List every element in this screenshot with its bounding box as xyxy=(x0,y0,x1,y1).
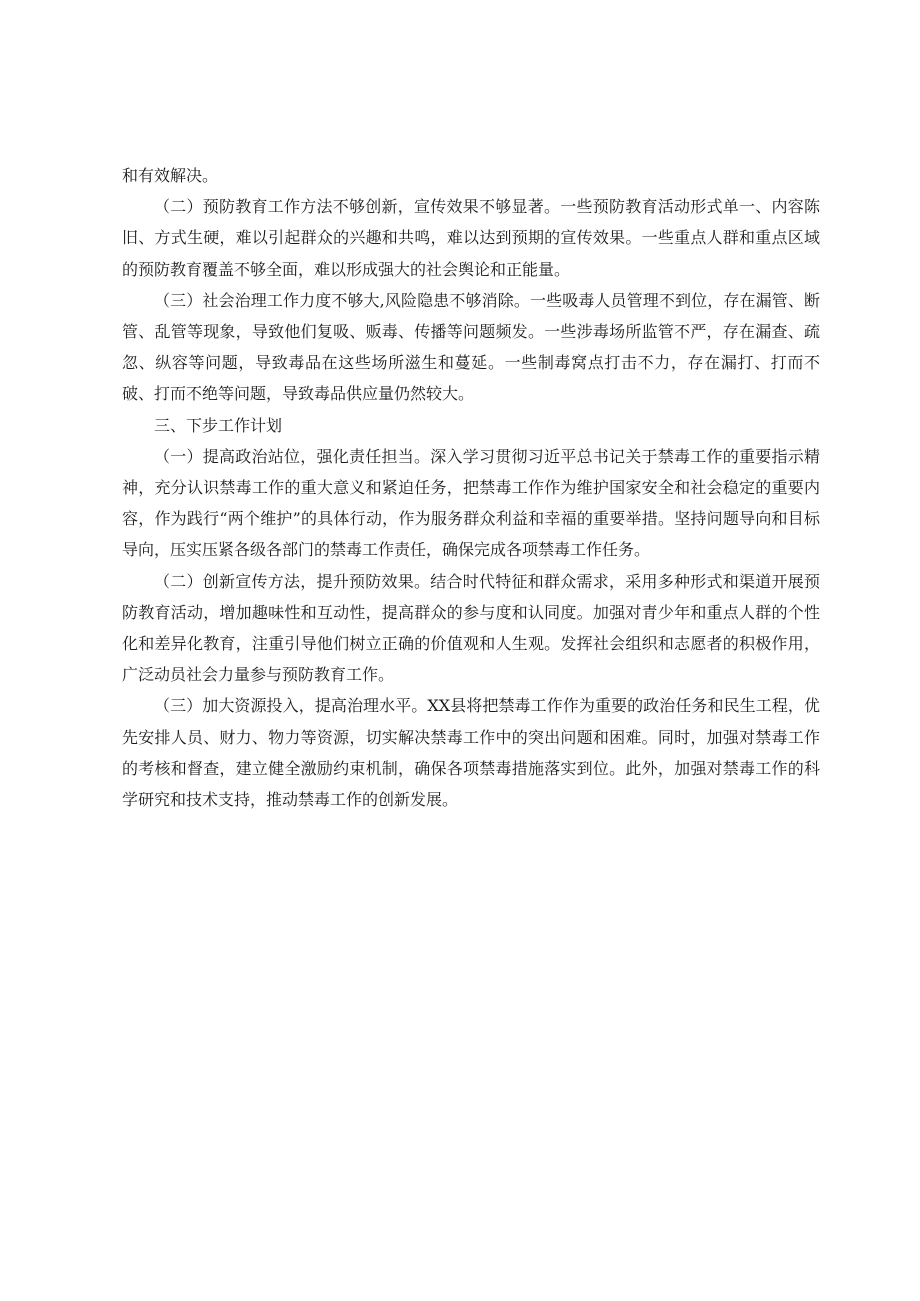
paragraph-publicity-methods: （二）创新宣传方法，提升预防效果。结合时代特征和群众需求，采用多种形式和渠道开展预防教育活动，增加趣味性和互动性，提高群众的参与度和认同度。加强对青少年和重点人群的个性化和差异化教育，注重引导他们树立正确的价值观和人生观。发挥社会组织和志愿者的积极作用，广泛动员社会力量参与预防教育工作。 xyxy=(122,571,820,685)
paragraph-continuation: 和有效解决。 xyxy=(122,166,219,185)
section-heading-next-steps: 三、下步工作计划 xyxy=(154,415,283,435)
paragraph-social-governance-issue: （三）社会治理工作力度不够大,风险隐患不够消除。一些吸毒人员管理不到位，存在漏管、断管、乱管等现象，导致他们复吸、贩毒、传播等问题频发。一些涉毒场所监管不严，存在漏查、疏忽、纵容等问题，导致毒品在这些场所滋生和蔓延。一些制毒窝点打击不力，存在漏打、打而不破、打而不绝等问题，导致毒品供应量仍然较大。 xyxy=(122,290,820,404)
paragraph-resource-investment: （三）加大资源投入，提高治理水平。XX县将把禁毒工作作为重要的政治任务和民生工程，优先安排人员、财力、物力等资源，切实解决禁毒工作中的突出问题和困难。同时，加强对禁毒工作的考核和督查，建立健全激励约束机制，确保各项禁毒措施落实到位。此外，加强对禁毒工作的科学研究和技术支持，推动禁毒工作的创新发展。 xyxy=(122,696,820,810)
document-body xyxy=(122,160,820,815)
paragraph-prevention-education-issue: （二）预防教育工作方法不够创新，宣传效果不够显著。一些预防教育活动形式单一、内容陈旧、方式生硬，难以引起群众的兴趣和共鸣，难以达到预期的宣传效果。一些重点人群和重点区域的预防教育覆盖不够全面，难以形成强大的社会舆论和正能量。 xyxy=(122,197,820,279)
paragraph-political-stance: （一）提高政治站位，强化责任担当。深入学习贯彻习近平总书记关于禁毒工作的重要指示精神，充分认识禁毒工作的重大意义和紧迫任务，把禁毒工作作为维护国家安全和社会稳定的重要内容，作为践行“两个维护”的具体行动，作为服务群众利益和幸福的重要举措。坚持问题导向和目标导向，压实压紧各级各部门的禁毒工作责任，确保完成各项禁毒工作任务。 xyxy=(122,446,820,560)
